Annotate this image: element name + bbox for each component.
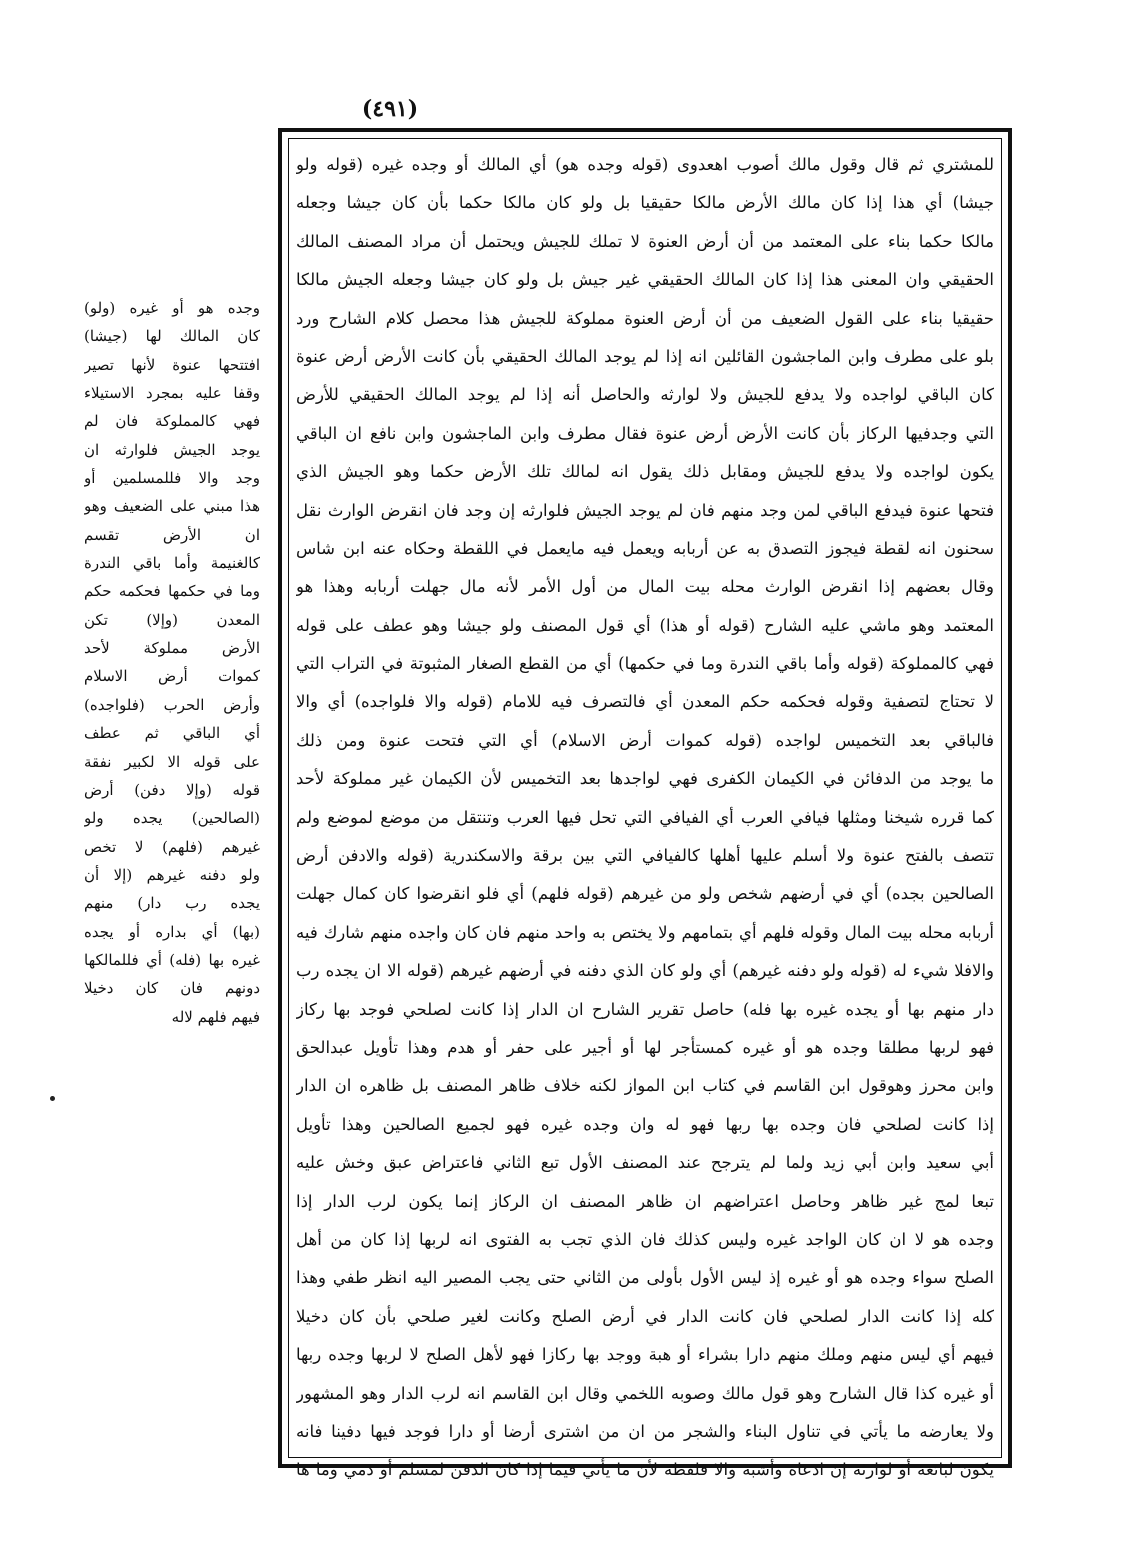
margin-note-line: وقفا عليه بمجرد الاستيلاء (84, 384, 260, 403)
margin-commentary (84, 294, 260, 1031)
margin-note-line: افتتحها عنوة لأنها تصير (84, 355, 260, 374)
main-text-line: الصالحين بجده) أي في أرضهم شخص ولو من غيرهم (قوله فلهم) أي فلو انقرضوا كان كمال جهلت (296, 884, 994, 904)
main-text-line: ولا يعارضه ما يأتي في تناول البناء والشجر من ان من اشترى أرضا أو دارا فوجد فيها دفينا فانه (296, 1421, 994, 1441)
margin-note-line: وأرض الحرب (فلواجده) (84, 695, 260, 714)
main-text-line: والافلا شيء له (قوله ولو دفنه غيرهم) أي ولو كان الذي دفنه في أرضهم غيرهم (قوله الا ان يجده رب (296, 961, 994, 981)
main-text-line: كما قرره شيخنا ومثلها فيافي العرب أي الفيافي التي تحل فيها العرب وتنتقل من موضع لموضع ولم (296, 807, 994, 827)
margin-note-line: وجده هو أو غيره (ولو) (84, 299, 260, 317)
main-text-frame (278, 128, 1012, 1480)
main-text-line: تتصف بالفتح عنوة ولا أسلم عليها أهلها كالفيافي التي بين برقة والاسكندرية (قوله والادفن أرض (296, 846, 994, 866)
main-text-line: أبي سعيد وابن أبي زيد ولما لم يترجح عند المصنف الأول تبع الثاني فاعتراض عبق وخش عليه (296, 1153, 994, 1173)
main-text-line: أو غيره كذا قال الشارح وهو قول مالك وصوبه اللخمي وقال ابن القاسم انه لرب الدار وهو المشهور (296, 1383, 994, 1403)
main-text-line: تبعا لمج غير ظاهر وحاصل اعتراضهم ان ظاهر المصنف ان الركاز إنما يكون لرب الدار إذا (296, 1191, 994, 1211)
margin-note-line: دونهم فان كان دخيلا (84, 979, 260, 998)
main-text-line: سحنون انه لقطة فيجوز التصدق به عن أربابه ويعمل فيه مايعمل في اللقطة وحكاه عنه ابن شاس (296, 538, 994, 558)
main-text-line: كان الباقي لواجده ولا يدفع للجيش ولا لوارثه والحاصل أنه إذا لم يوجد المالك الحقيقي للأرض (296, 385, 994, 405)
margin-note-line: غيره بها (فله) أي فللمالكها (84, 950, 260, 969)
margin-note-line: قوله (وإلا دفن) أرض (84, 780, 260, 799)
main-text-line: الصلح سواء وجده هو أو غيره إذ ليس الأول بأولى من الثاني حتى يجب المصير اليه انظر طفي وهذا (296, 1268, 994, 1288)
page-number: (٤٩١) (361, 96, 419, 122)
margin-note-line: ولو دفنه غيرهم (إلا أن (84, 865, 260, 884)
main-text-line: وقال بعضهم إذا انقرض الوارث محله بيت المال من أول الأمر لأنه مال جهلت أربابه وهذا هو (296, 577, 994, 597)
main-text-line: لا تحتاج لتصفية وقوله فحكمه حكم المعدن أي فالتصرف فيه للامام (قوله والا فلواجده) أي والا (296, 692, 994, 712)
main-text-line: يكون لواجده ولا يدفع للجيش ومقابل ذلك يقول انه لمالك تلك الأرض حكما وهو الجيش الذي (296, 462, 994, 482)
margin-note-line: أي الباقي ثم عطف (84, 724, 260, 743)
main-text-line: فهي كالمملوكة (قوله وأما باقي الندرة وما في حكمها) أي من القطع الصغار المثبوتة في التراب التي (296, 654, 994, 674)
margin-note-line: كموات أرض الاسلام (84, 667, 260, 686)
margin-note-line: ان الأرض تقسم (84, 525, 260, 544)
main-text-line: دار منهم بها أو يجده غيره بها فله) حاصل تقرير الشارح ان الدار إذا كانت لصلحي فوجد بها ركاز (296, 999, 994, 1019)
main-text-line: يكون لبائعه أو لوارثه إن ادعاه وأشبه والا فلقطة لأن ما يأتي فيما إذا كان الدفن لمسلم أو ذمي وما ها (296, 1460, 994, 1480)
margin-note-line: الأرض مملوكة لأحد (84, 639, 260, 658)
margin-note-line: فيهم فلهم لاله (171, 1007, 260, 1026)
main-text-line: إذا كانت لصلحي فان وجده بها ربها فهو له وان وجده غيره فهو لجميع الصالحين وهذا تأويل (296, 1114, 994, 1134)
main-text-block (296, 146, 994, 1490)
main-text-line: وابن محرز وهوقول ابن القاسم في كتاب ابن المواز لكنه خلاف ظاهر المصنف بل ظاهره ان الدار (296, 1076, 994, 1096)
margin-note-line: كالغنيمة وأما باقي الندرة (84, 554, 260, 573)
main-text-line: فيهم أي ليس منهم وملك منهم دارا بشراء أو هبة ووجد بها ركازا فهو لأهل الصلح لا لربها وجده ربها (296, 1345, 994, 1365)
margin-note-line: غيرهم (فلهم) لا تخص (84, 837, 260, 856)
margin-note-line: (بها) أي بداره أو يجده (84, 922, 260, 941)
main-text-line: مالكا حكما بناء على المعتمد من أن أرض العنوة لا تملك للجيش ويحتمل أن مراد المصنف المالك (296, 231, 994, 251)
margin-note-line: هذا مبني على الضعيف وهو (84, 497, 260, 516)
main-text-line: وجده هو لا ان كان الواجد غيره وليس كذلك فان الذي تجب به الفتوى انه لربها إذا كان من أهل (296, 1229, 994, 1249)
stray-ink-mark (50, 1096, 55, 1101)
margin-note-line: وجد والا فللمسلمين أو (84, 469, 260, 488)
main-text-line: حقيقيا بناء على القول الضعيف من أن أرض العنوة مملوكة للجيش هذا محصل كلام الشارح ورد (296, 308, 994, 328)
main-text-line: كله إذا كانت الدار لصلحي فان كانت الدار في أرض الصلح وكانت لغير صلحي بأن كان دخيلا (296, 1306, 994, 1326)
margin-note-line: فهي كالمملوكة فان لم (84, 412, 260, 431)
margin-note-line: (الصالحين) يجده ولو (84, 809, 260, 828)
main-text-line: فهو لربها مطلقا وجده هو أو غيره كمستأجر لها أو أجير على حفر أو هدم وهذا تأويل عبدالحق (296, 1037, 994, 1057)
main-text-line: التي وجدفيها الركاز بأن كانت الأرض أرض عنوة فقال مطرف وابن الماجشون وابن نافع ان الباقي (296, 423, 994, 443)
margin-note-line: على قوله الا لكبير نفقة (84, 752, 260, 771)
margin-note-line: يوجد الجيش فلوارثه ان (84, 440, 260, 459)
margin-note-line: وما في حكمها فحكمه حكم (84, 582, 260, 601)
main-text-line: أربابه محله بيت المال وقوله فلهم أي بتمامهم ولا يختص به واحد منهم فان كان واجده منهم شارك فيه (296, 922, 994, 942)
main-text-line: المعتمد وهو ماشي عليه الشارح (قوله أو هذا) أي قول المصنف ولو جيشا وهو عطف على قوله (296, 615, 994, 635)
main-text-line: الحقيقي وان المعنى هذا إذا كان المالك الحقيقي غير جيش بل ولو كان جيشا وجعله الجيش مالكا (296, 270, 994, 290)
margin-note-line: يجده رب دار) منهم (84, 894, 260, 913)
main-text-line: فتحها عنوة فيدفع الباقي لمن وجد منهم فان لم يوجد الجيش فلوارثه إن وجد فان انقرض الوارث نقل (296, 500, 994, 520)
margin-note-line: المعدن (وإلا) تكن (84, 610, 260, 629)
main-text-line: جيشا) أي هذا إذا كان مالك الأرض مالكا حقيقيا بل ولو كان مالكا حكما بأن كان جيشا وجعله (296, 193, 994, 213)
main-text-line: فالباقي بعد التخميس لواجده (قوله كموات أرض الاسلام) أي التي فتحت عنوة ومن ذلك (296, 730, 994, 750)
main-text-line: ما يوجد من الدفائن في الكيمان الكفرى فهي لواجدها بعد التخميس لأن الكيمان غير مملوكة لأحد (296, 769, 994, 789)
main-text-line: للمشتري ثم قال وقول مالك أصوب اهعدوى (قوله وجده هو) أي المالك أو وجده غيره (قوله ولو (296, 155, 994, 174)
margin-note-line: كان المالك لها (جيشا) (84, 327, 260, 346)
main-text-line: بلو على مطرف وابن الماجشون القائلين انه إذا لم يوجد المالك الحقيقي بأن كانت الأرض أرض عنوة (296, 346, 994, 366)
